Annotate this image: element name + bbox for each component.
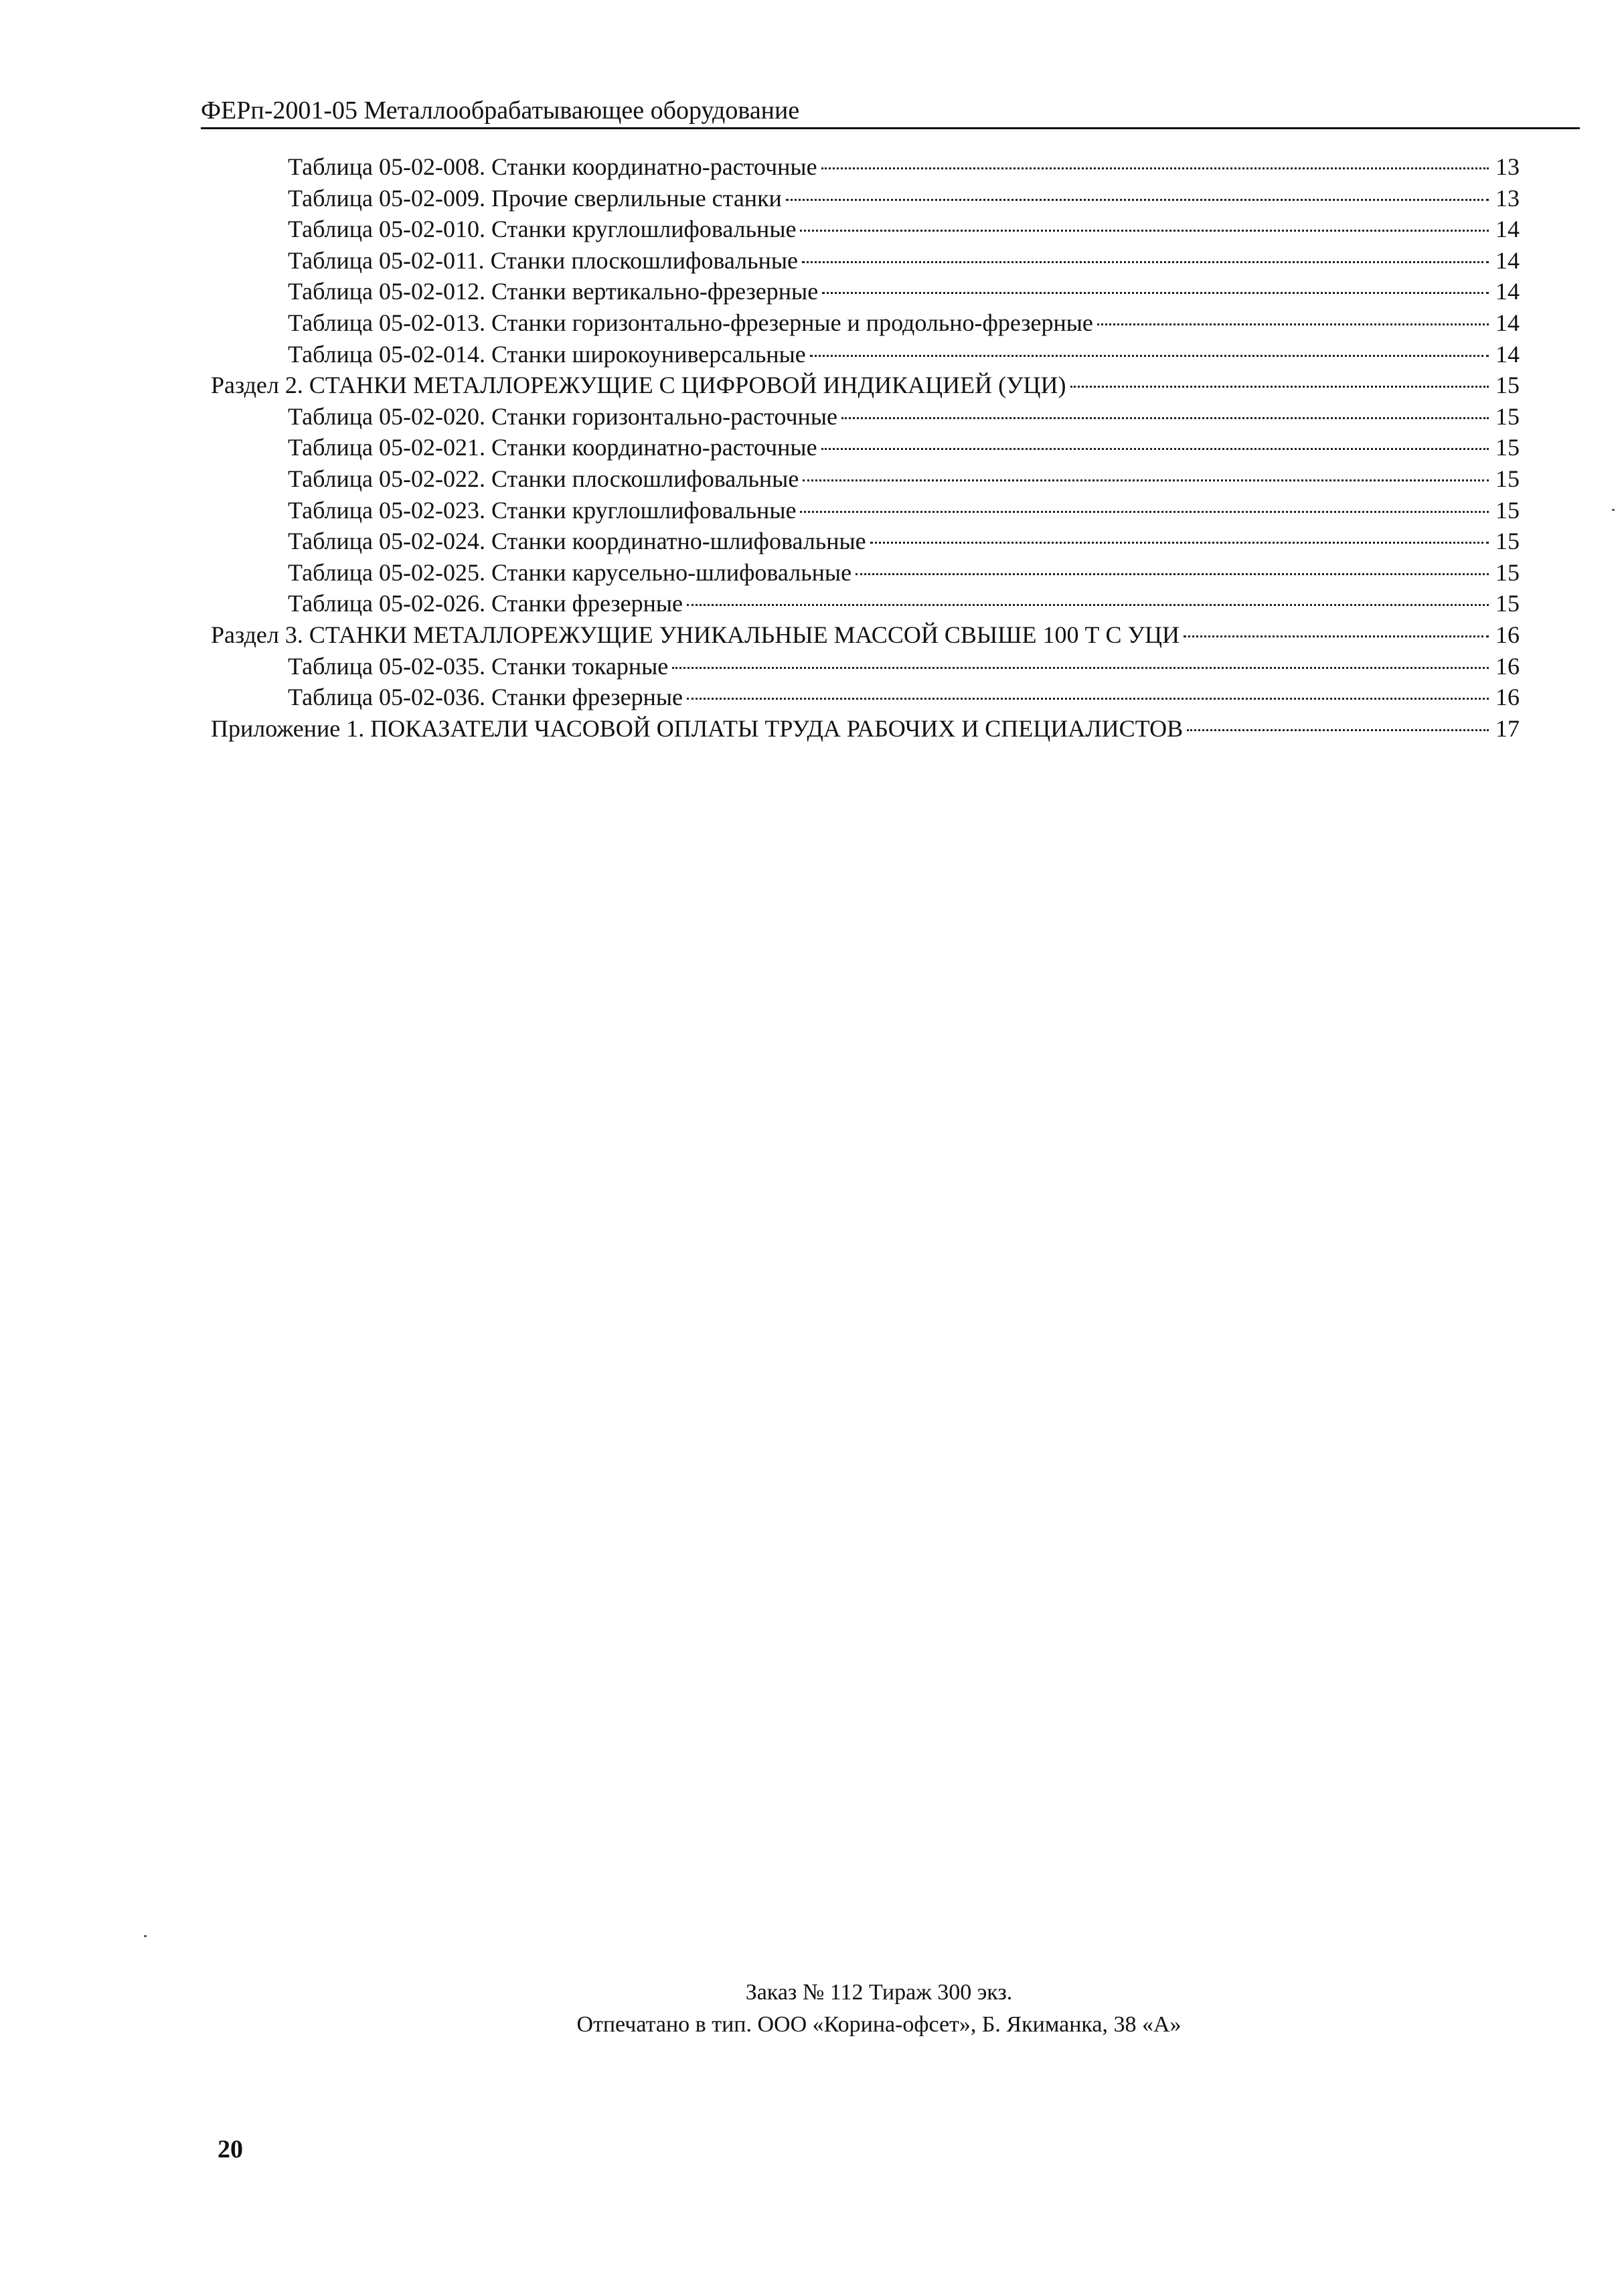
toc-entry-page: 15 (1495, 528, 1520, 555)
toc-table-entry (211, 463, 1520, 495)
toc-dot-leader (687, 604, 1489, 606)
toc-entry-title: Приложение 1. ПОКАЗАТЕЛИ ЧАСОВОЙ ОПЛАТЫ ТРУДА РАБОЧИХ И СПЕЦИАЛИСТОВ (211, 714, 1184, 742)
toc-table-entry (211, 432, 1520, 463)
imprint-order-line: Заказ № 112 Тираж 300 экз. (745, 1980, 1013, 2005)
toc-entry-page: 14 (1495, 278, 1520, 305)
toc-entry-page: 15 (1495, 558, 1520, 586)
toc-entry-title: Раздел 3. СТАНКИ МЕТАЛЛОРЕЖУЩИЕ УНИКАЛЬНЫЕ МАССОЙ СВЫШЕ 100 Т С УЦИ (211, 621, 1180, 648)
toc-dot-leader (800, 230, 1489, 232)
toc-entry-title: Таблица 05-02-011. Станки плоскошлифовальные (288, 246, 798, 274)
toc-dot-leader (687, 698, 1489, 700)
toc-table-entry (211, 651, 1520, 682)
toc-entry-title: Таблица 05-02-036. Станки фрезерные (288, 684, 683, 711)
toc-entry-page: 13 (1495, 184, 1520, 212)
toc-entry-title: Таблица 05-02-020. Станки горизонтально-расточные (288, 402, 837, 430)
toc-entry-title: Таблица 05-02-013. Станки горизонтально-фрезерные и продольно-фрезерные (288, 309, 1093, 336)
toc-entry-title: Таблица 05-02-035. Станки токарные (288, 652, 669, 680)
toc-entry-page: 15 (1495, 402, 1520, 430)
print-imprint (0, 1977, 1624, 2041)
toc-entry-page: 14 (1495, 340, 1520, 368)
toc-entry-page: 16 (1495, 652, 1520, 680)
toc-table-entry (211, 276, 1520, 307)
toc-dot-leader (803, 479, 1489, 481)
toc-entry-page: 14 (1495, 216, 1520, 243)
toc-entry-page: 15 (1495, 372, 1520, 399)
page-number: 20 (218, 2135, 243, 2163)
running-header: ФЕРп-2001-05 Металлообрабатывающее оборудование (201, 96, 800, 125)
toc-entry-title: Таблица 05-02-008. Станки координатно-расточные (288, 153, 817, 180)
toc-dot-leader (786, 199, 1489, 201)
toc-entry-page: 13 (1495, 153, 1520, 180)
toc-entry-title: Раздел 2. СТАНКИ МЕТАЛЛОРЕЖУЩИЕ С ЦИФРОВОЙ ИНДИКАЦИЕЙ (УЦИ) (211, 372, 1066, 399)
toc-dot-leader (1184, 635, 1489, 637)
toc-entry-page: 14 (1495, 309, 1520, 336)
toc-table-entry (211, 245, 1520, 277)
toc-dot-leader (1097, 323, 1489, 325)
scan-speck (1612, 509, 1615, 511)
toc-dot-leader (821, 167, 1489, 169)
toc-entry-page: 15 (1495, 496, 1520, 524)
toc-dot-leader (821, 448, 1489, 450)
toc-dot-leader (1070, 386, 1489, 388)
toc-entry-title: Таблица 05-02-024. Станки координатно-шлифовальные (288, 528, 866, 555)
toc-entry-page: 15 (1495, 434, 1520, 461)
toc-entry-title: Таблица 05-02-022. Станки плоскошлифовальные (288, 465, 799, 492)
toc-table-entry (211, 557, 1520, 589)
toc-entry-title: Таблица 05-02-012. Станки вертикально-фрезерные (288, 278, 819, 305)
toc-entry-page: 14 (1495, 246, 1520, 274)
table-of-contents (211, 151, 1520, 744)
toc-table-entry (211, 588, 1520, 619)
toc-dot-leader (870, 542, 1489, 544)
toc-table-entry (211, 307, 1520, 339)
toc-entry-title: Таблица 05-02-021. Станки координатно-расточные (288, 434, 817, 461)
toc-table-entry (211, 526, 1520, 557)
toc-section-entry (211, 713, 1520, 745)
toc-dot-leader (810, 355, 1489, 357)
toc-entry-page: 16 (1495, 621, 1520, 648)
toc-entry-page: 15 (1495, 590, 1520, 617)
toc-table-entry (211, 214, 1520, 245)
toc-dot-leader (800, 511, 1489, 513)
header-rule (201, 127, 1580, 129)
toc-entry-title: Таблица 05-02-010. Станки круглошлифовальные (288, 216, 797, 243)
toc-table-entry (211, 183, 1520, 214)
toc-entry-title: Таблица 05-02-009. Прочие сверлильные станки (288, 184, 782, 212)
toc-dot-leader (802, 261, 1489, 263)
toc-entry-title: Таблица 05-02-014. Станки широкоуниверсальные (288, 340, 806, 368)
toc-table-entry (211, 682, 1520, 713)
toc-table-entry (211, 401, 1520, 433)
toc-entry-page: 17 (1495, 714, 1520, 742)
toc-dot-leader (1187, 729, 1489, 731)
toc-table-entry (211, 495, 1520, 526)
toc-entry-page: 15 (1495, 465, 1520, 492)
toc-entry-title: Таблица 05-02-023. Станки круглошлифовальные (288, 496, 797, 524)
toc-entry-title: Таблица 05-02-026. Станки фрезерные (288, 590, 683, 617)
toc-dot-leader (822, 292, 1489, 294)
scan-speck (144, 1935, 147, 1937)
toc-table-entry (211, 339, 1520, 370)
toc-entry-title: Таблица 05-02-025. Станки карусельно-шлифовальные (288, 558, 852, 586)
imprint-printer-line: Отпечатано в тип. ООО «Корина-офсет», Б. Якиманка, 38 «А» (576, 2012, 1182, 2037)
toc-entry-page: 16 (1495, 684, 1520, 711)
toc-section-entry (211, 619, 1520, 651)
toc-dot-leader (856, 573, 1489, 575)
toc-table-entry (211, 151, 1520, 183)
toc-dot-leader (841, 417, 1489, 419)
toc-dot-leader (672, 667, 1489, 669)
toc-section-entry (211, 370, 1520, 401)
